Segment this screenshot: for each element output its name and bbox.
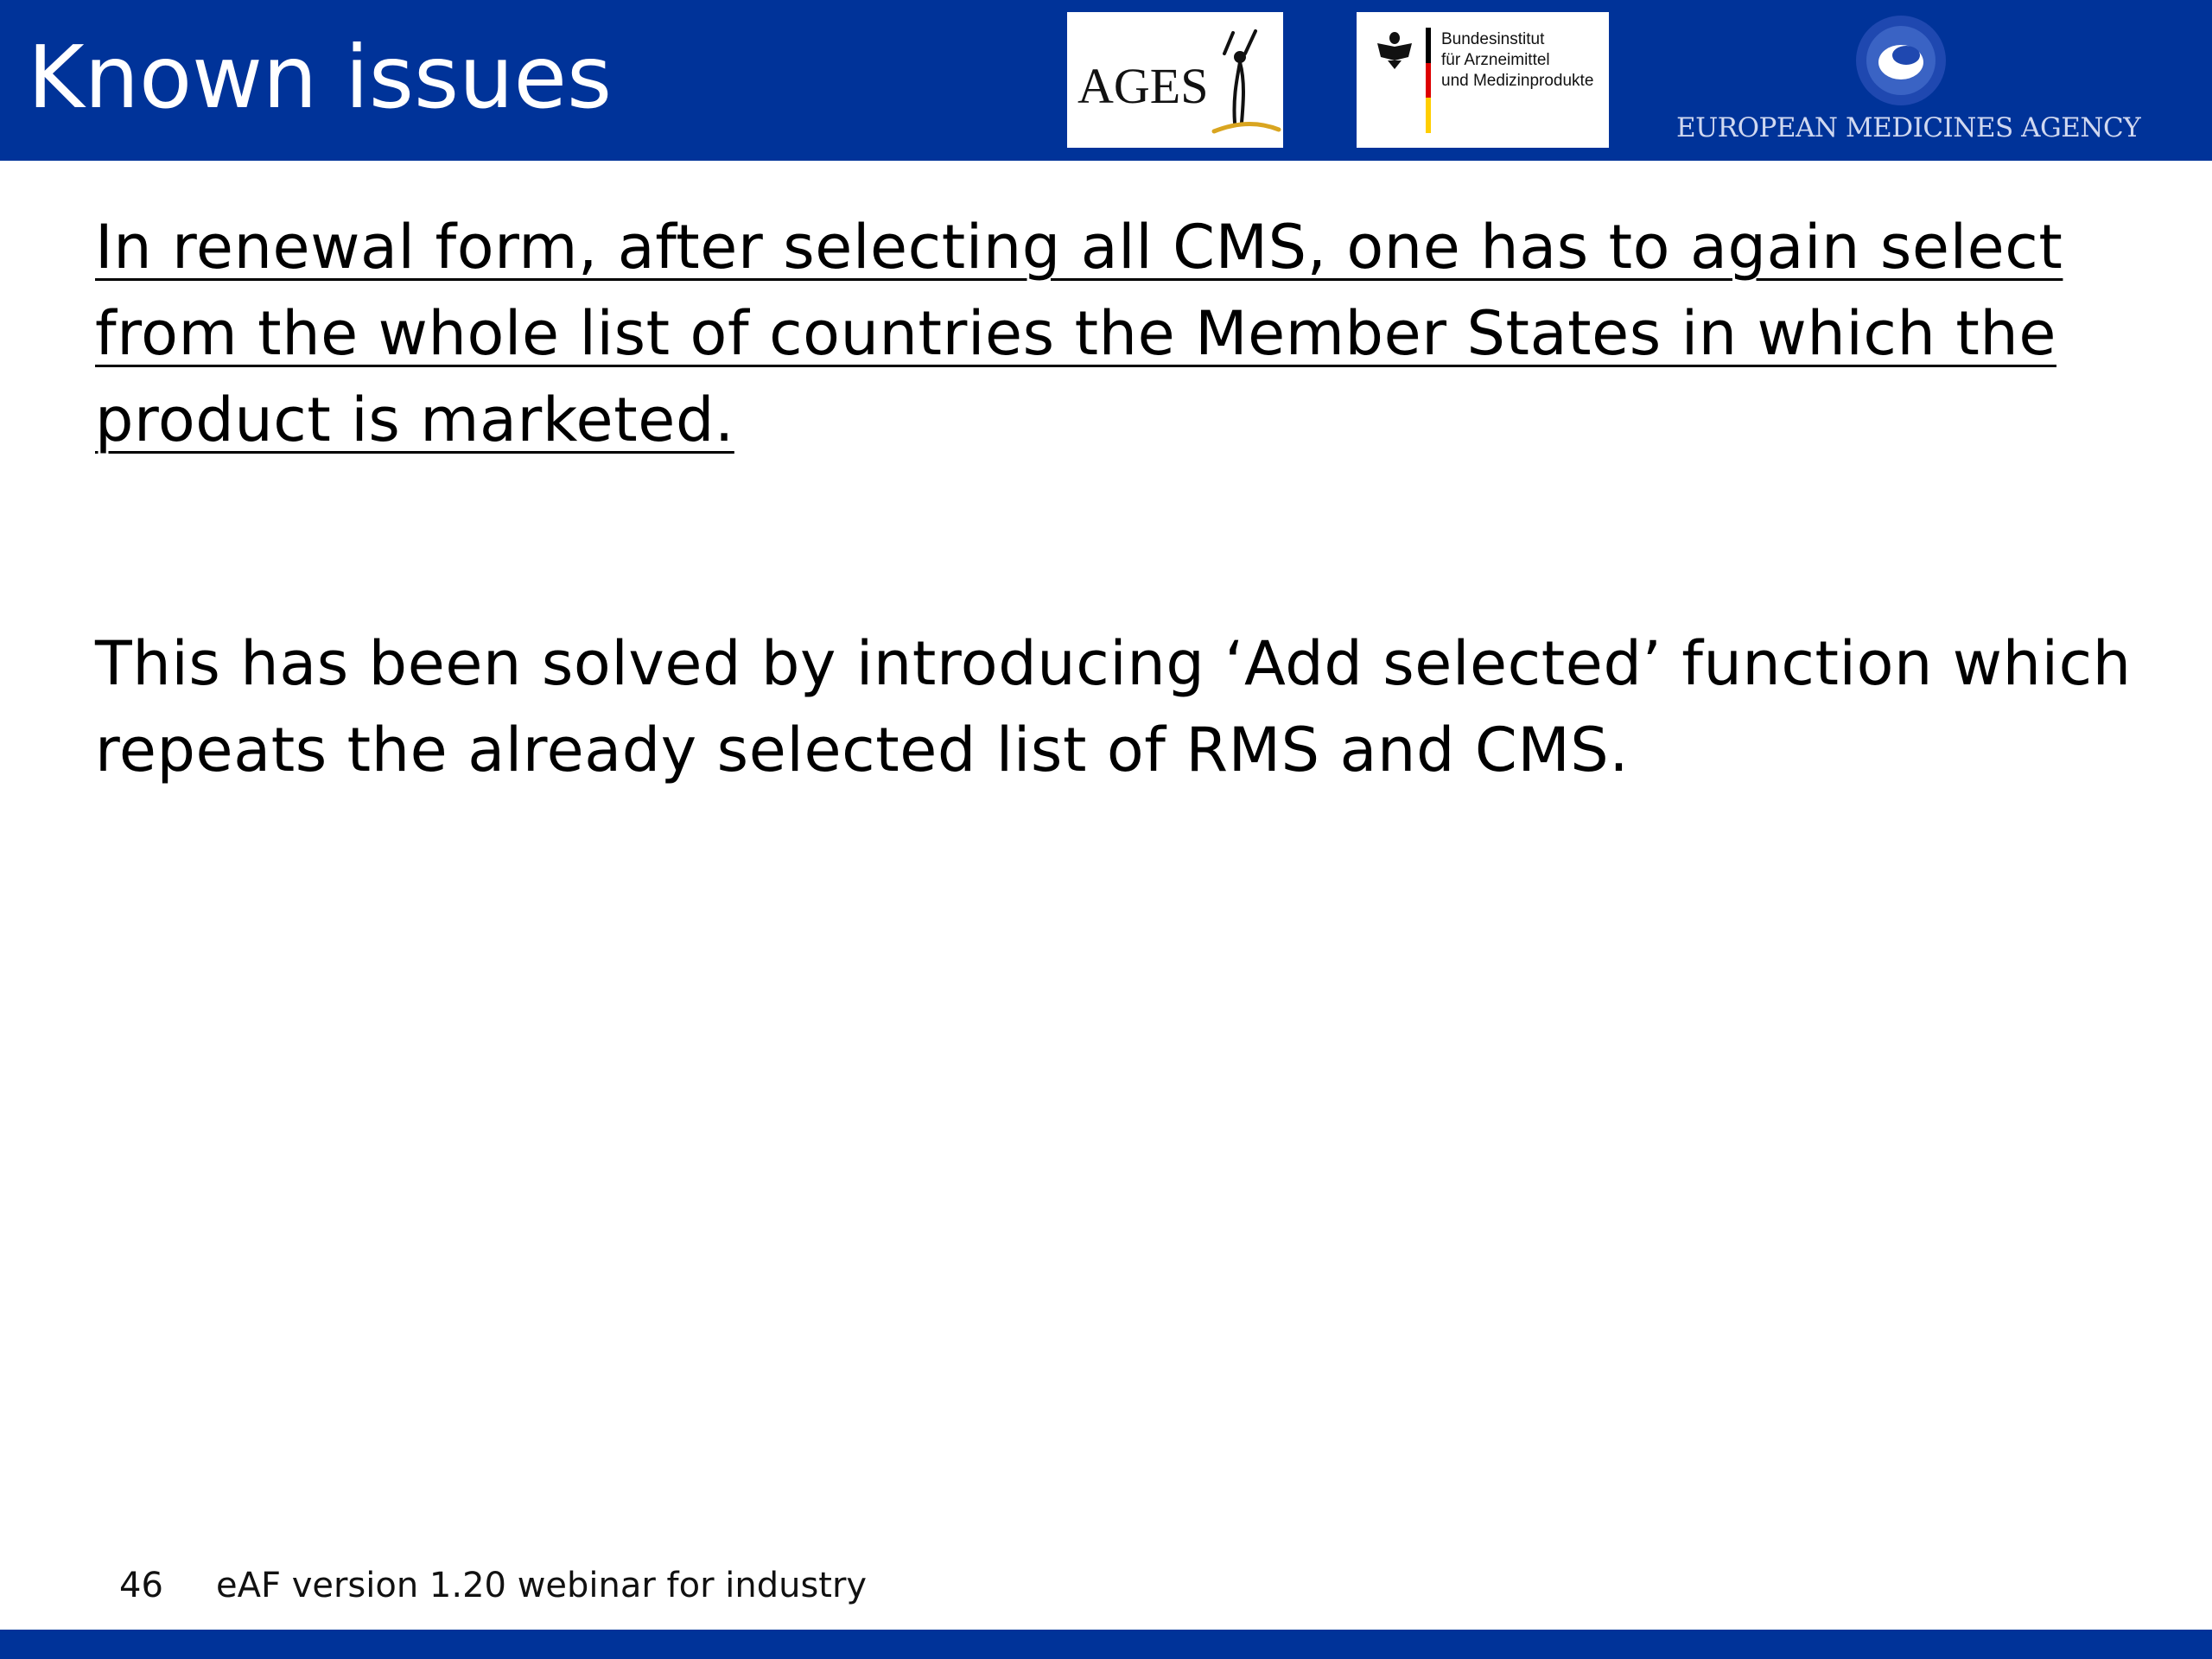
bfarm-logo: [1357, 12, 1609, 148]
bottom-bar: [0, 1630, 2212, 1659]
ages-logo: [1067, 12, 1283, 148]
ema-logo-text: EUROPEAN MEDICINES AGENCY: [1676, 112, 2141, 143]
ages-figure-icon: [1224, 31, 1255, 123]
bfarm-logo-text: [1441, 29, 1593, 92]
slide-header: [0, 0, 2212, 161]
issue-paragraph: In renewal form, after selecting all CMS, one has to again select from the whole list of countries the Member States in which the product is marketed.: [95, 212, 2063, 455]
german-flag-stripe: [1426, 28, 1431, 133]
ages-swoosh-icon: [1214, 124, 1279, 132]
bfarm-line-3: und Medizinprodukte: [1441, 72, 1594, 90]
solution-paragraph: This has been solved by introducing ‘Add selected’ function which repeats the already selected list of RMS and CMS.: [95, 628, 2132, 785]
page-number: 46: [119, 1566, 163, 1605]
slide-title: Known issues: [28, 27, 613, 128]
footer-text: eAF version 1.20 webinar for industry: [216, 1566, 868, 1605]
bfarm-line-2: für Arzneimittel: [1441, 51, 1550, 69]
ema-logo: [1676, 12, 2141, 150]
ema-emblem-icon: [1854, 14, 1948, 107]
ages-logo-text: AGES: [1077, 58, 1209, 114]
slide-footer: [0, 1560, 2212, 1611]
bfarm-line-1: Bundesinstitut: [1441, 30, 1545, 48]
federal-eagle-icon: [1376, 29, 1414, 71]
slide-content: [95, 204, 2143, 793]
